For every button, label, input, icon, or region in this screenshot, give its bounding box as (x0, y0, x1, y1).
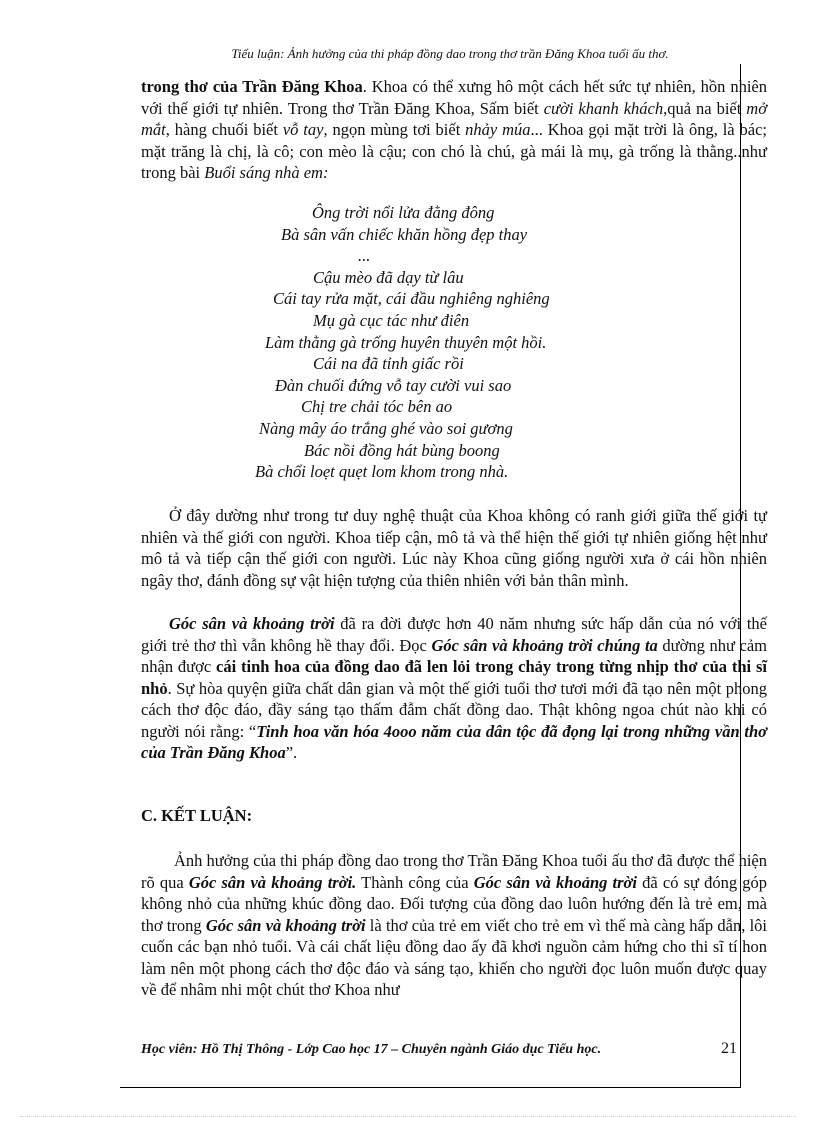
poem-line: Cái tay rửa mặt, cái đầu nghiêng nghiêng (273, 289, 550, 309)
intro-bold-phrase: trong thơ của Trần Đăng Khoa (141, 77, 363, 96)
quotation: Tinh hoa văn hóa 4ooo năm của dân tộc đã đọng lại trong những vần thơ của Trần Đăng Khoa (141, 721, 767, 762)
paragraph-2: Ở đây dường như trong tư duy nghệ thuật của Khoa không có ranh giới giữa thế giới tự nhiên và thế giới con người. Khoa tiếp cận, mô tả và thể hiện thế giới tự nhiên giống hệt như mô tả và tiếp cận thế giới con người. Lúc này Khoa cũng giống người xưa ở cái hồn nhiên ngây thơ, đánh đồng sự vật hiện tượng của thiên nhiên với bản thân mình. (141, 506, 767, 590)
page-separator (20, 1116, 796, 1117)
poem-title: Buổi sáng nhà em: (204, 163, 329, 182)
book-title: Góc sân và khoảng trời (169, 614, 335, 633)
intro-paragraph: trong thơ của Trần Đăng Khoa. Khoa có thể xưng hô một cách hết sức tự nhiên, hồn nhiên với thế giới tự nhiên. Trong thơ Trần Đăng Khoa, Sấm biết cười khanh khách,quả na biết mở mắt, hàng chuối biết vỗ tay, ngọn mùng tơi biết nhảy múa... Khoa gọi mặt trời là ông, là bác; mặt trăng là chị, là cô; con mèo là cậu; con chó là chú, gà mái là mụ, gà trống là thằng..như trong bài Buổi sáng nhà em: (141, 77, 768, 182)
poem-line: Làm thằng gà trống huyên thuyên một hồi. (265, 332, 547, 352)
conclusion-paragraph: Ảnh hưởng của thi pháp đồng dao trong thơ Trần Đăng Khoa tuổi ấu thơ đã được thể hiện rõ qua Góc sân và khoảng trời. Thành công của Góc sân và khoảng trời đã có sự đóng góp không nhỏ của những khúc đồng dao. Đối tượng của đồng dao luôn hướng đến là trẻ em, mà thơ trong Góc sân và khoảng trời là thơ của trẻ em viết cho trẻ em vì thế mà càng hấp dẫn, lôi cuốn các bạn nhỏ tuổi. Và cái chất liệu đồng dao ấy đã khơi nguồn cảm hứng cho thi sĩ tí hon làm nên một phong cách thơ độc đáo và sáng tạo, khiến cho người đọc luôn muốn được quay về để nhâm nhi một chút thơ Khoa như (141, 851, 767, 999)
paragraph-3: Góc sân và khoảng trời đã ra đời được hơn 40 năm nhưng sức hấp dẫn của nó với thế giới trẻ thơ thì vẫn không hề thay đổi. Đọc Góc sân và khoảng trời chúng ta dường như cảm nhận được cái tinh hoa của đồng dao đã len lỏi trong chảy trong từng nhịp thơ của thi sĩ nhỏ. Sự hòa quyện giữa chất dân gian và một thế giới tuổi thơ tươi mới đã tạo nên một phong cách thơ độc đáo, đầy sáng tạo thấm đẫm chất đồng dao. Thật không ngoa chút nào khi có người nói rằng: “Tinh hoa văn hóa 4ooo năm của dân tộc đã đọng lại trong những vần thơ của Trần Đăng Khoa”. (141, 614, 768, 762)
poem-line: Cái na đã tỉnh giấc rồi (313, 354, 464, 374)
poem (141, 202, 767, 483)
poem-line: Bà chổi loẹt quẹt lom khom trong nhà. (255, 462, 509, 482)
page-footer: Học viên: Hồ Thị Thông - Lớp Cao học 17 – Chuyên ngành Giáo dục Tiểu học. (141, 1042, 602, 1057)
poem-line: Bác nồi đồng hát bùng boong (304, 440, 500, 460)
poem-line: Ông trời nổi lửa đằng đông (312, 203, 495, 222)
poem-line: ... (358, 246, 371, 266)
poem-line: Bà sân vấn chiếc khăn hồng đẹp thay (281, 224, 528, 244)
page-number: 21 (721, 1040, 737, 1057)
poem-line: Đàn chuối đứng vỗ tay cười vui sao (275, 375, 512, 395)
poem-line: Chị tre chải tóc bên ao (301, 397, 453, 417)
section-heading: C. KẾT LUẬN: (141, 806, 253, 825)
poem-line: Mụ gà cục tác như điên (313, 310, 470, 330)
poem-line: Nàng mây áo trắng ghé vào soi gương (259, 418, 513, 438)
poem-line: Cậu mèo đã dạy từ lâu (313, 267, 464, 287)
page-header: Tiểu luận: Ảnh hưởng của thi pháp đồng dao trong thơ trần Đăng Khoa tuổi ấu thơ. (231, 46, 669, 61)
